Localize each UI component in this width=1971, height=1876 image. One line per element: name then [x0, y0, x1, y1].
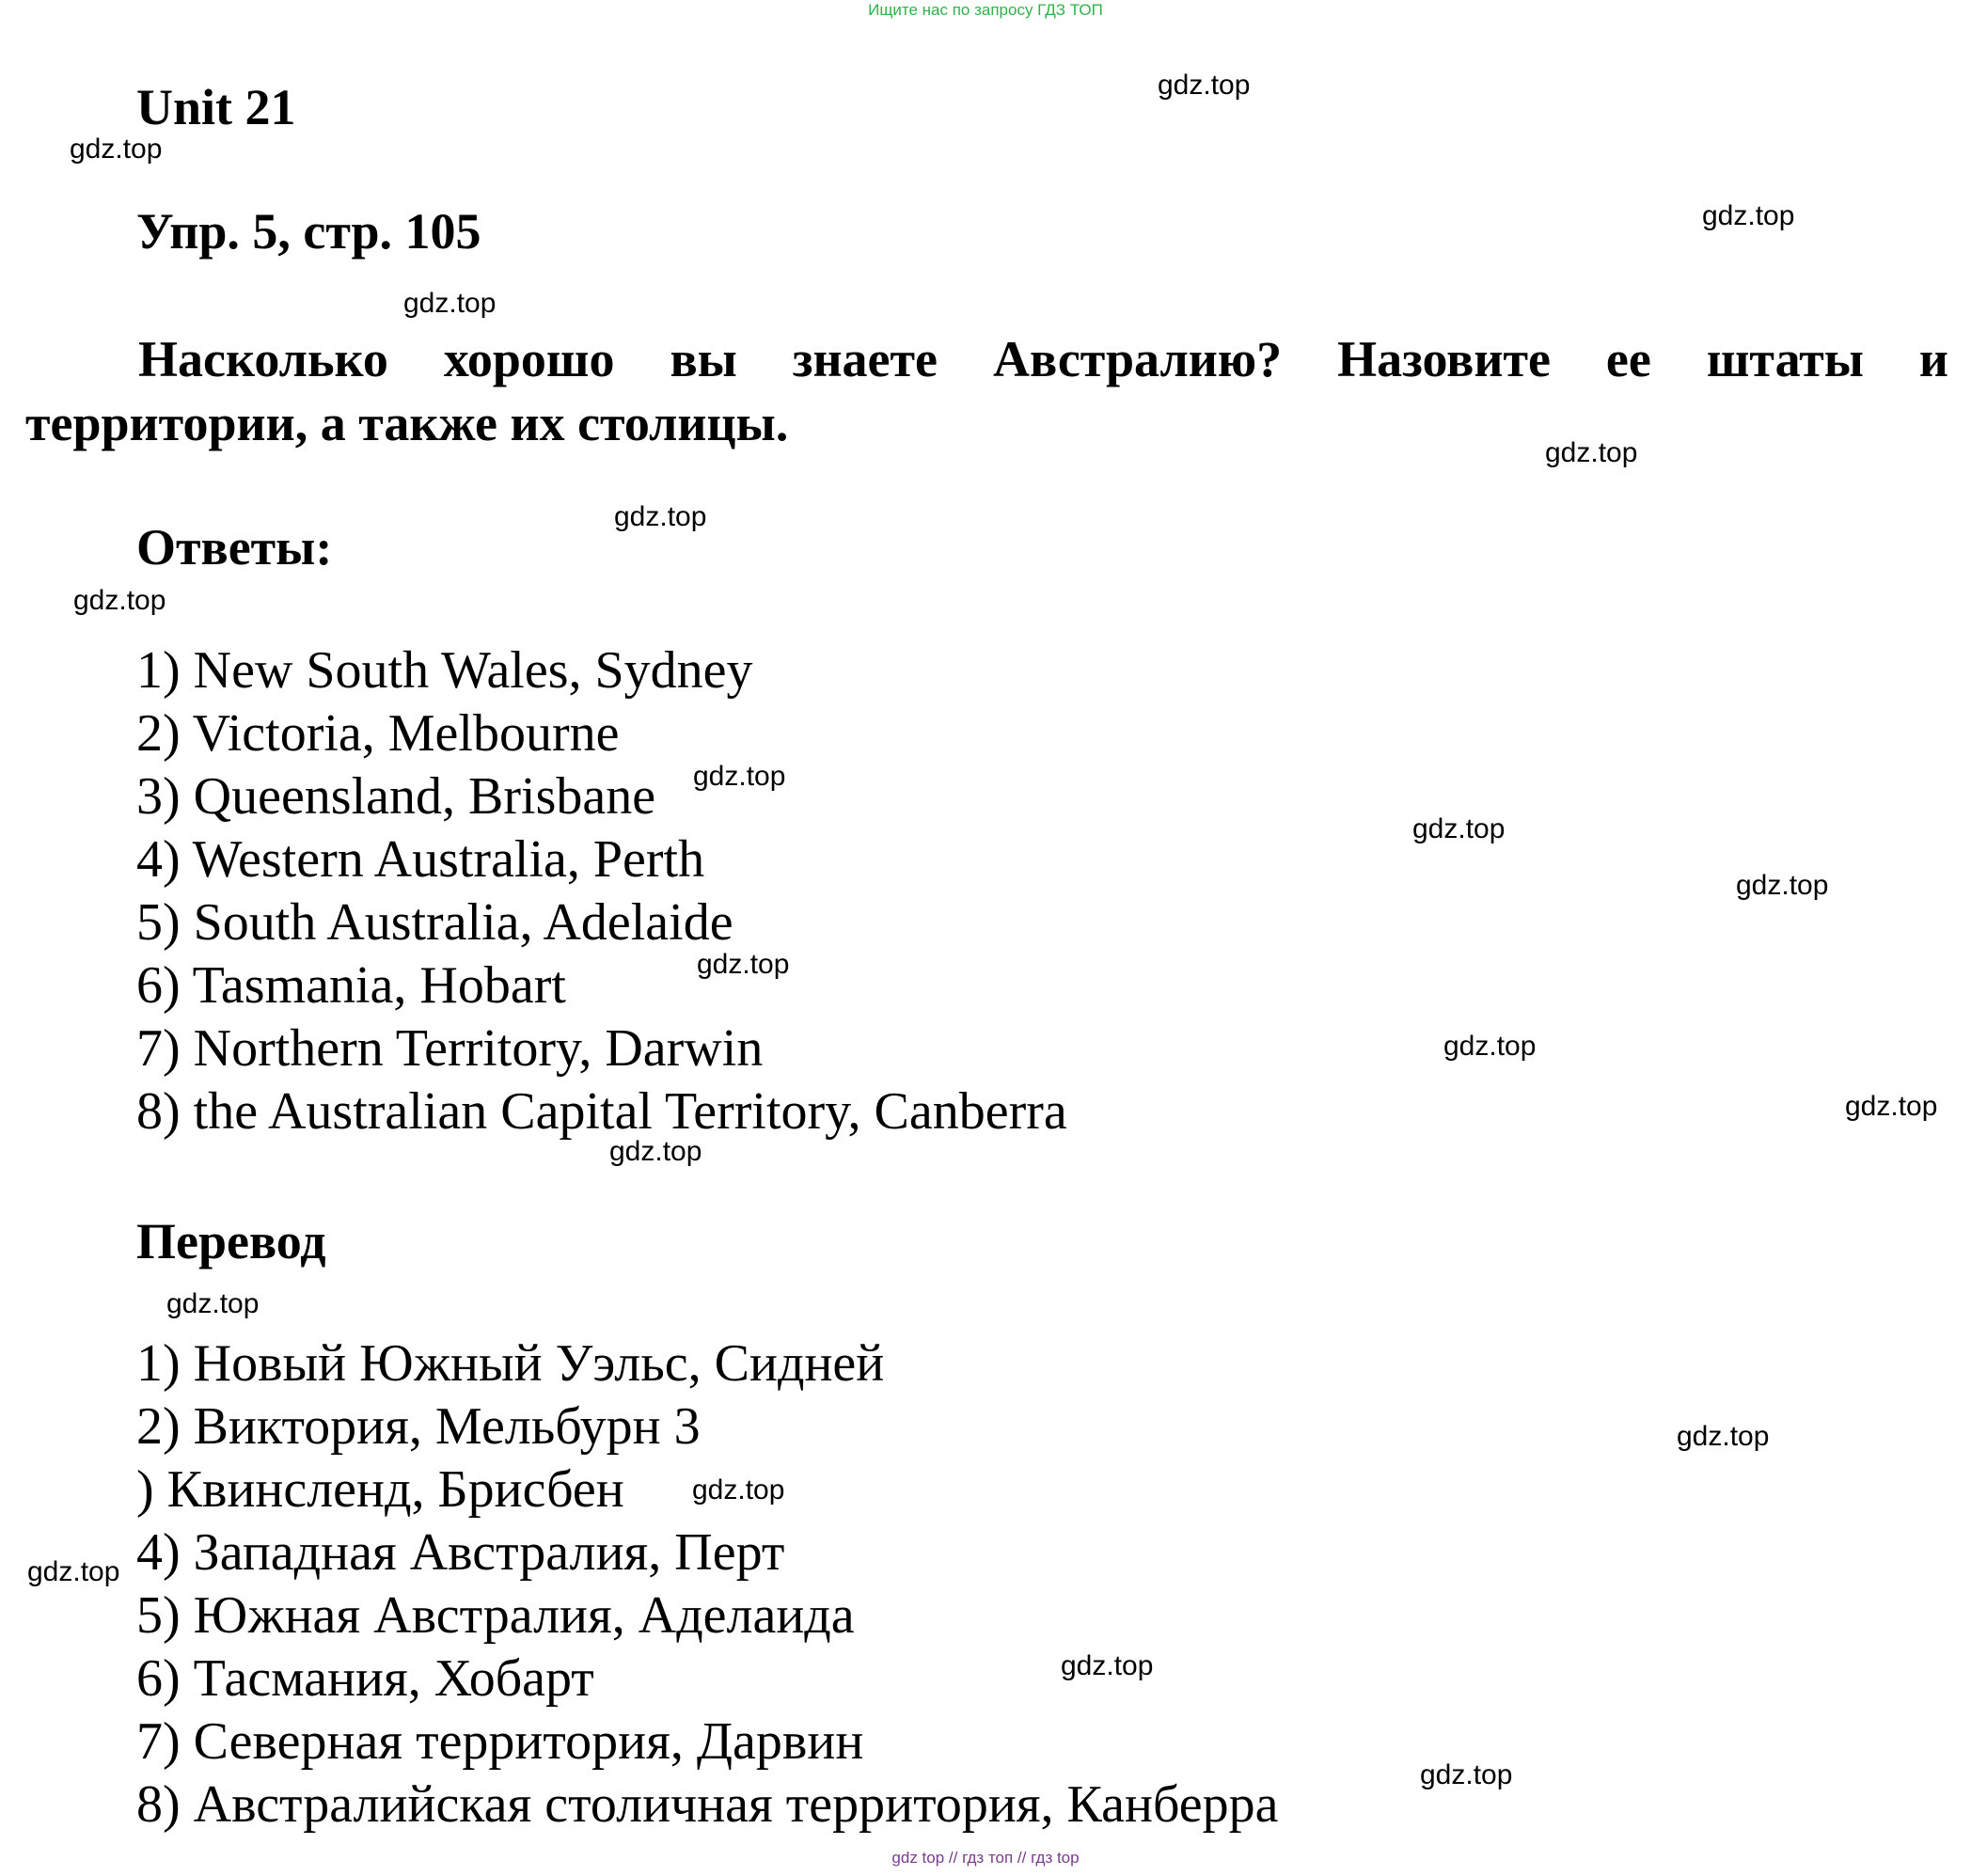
watermark: gdz.top — [70, 134, 163, 165]
exercise-title: Упр. 5, стр. 105 — [136, 203, 481, 260]
translation-item: 1) Новый Южный Уэльс, Сидней — [136, 1334, 885, 1393]
watermark: gdz.top — [1420, 1759, 1513, 1790]
translation-item: 5) Южная Австралия, Аделаида — [136, 1586, 855, 1645]
translation-item: 2) Виктория, Мельбурн 3 — [136, 1397, 701, 1456]
bottom-banner-text: gdz top // гдз топ // гдз top — [891, 1849, 1080, 1867]
watermark: gdz.top — [1702, 200, 1795, 231]
answer-item: 8) the Australian Capital Territory, Canberra — [136, 1082, 1067, 1141]
translation-item: 4) Западная Австралия, Перт — [136, 1523, 785, 1582]
watermark: gdz.top — [697, 949, 790, 980]
watermark: gdz.top — [693, 761, 786, 792]
watermark: gdz.top — [1677, 1421, 1770, 1452]
watermark: gdz.top — [1545, 437, 1638, 468]
watermark: gdz.top — [166, 1288, 260, 1319]
watermark: gdz.top — [692, 1474, 785, 1506]
answer-item: 5) South Australia, Adelaide — [136, 893, 733, 952]
answer-item: 4) Western Australia, Perth — [136, 830, 705, 889]
translation-list — [136, 1332, 1278, 1837]
watermark: gdz.top — [614, 501, 707, 532]
answer-item: 3) Queensland, Brisbane — [136, 767, 656, 826]
watermark: gdz.top — [73, 585, 166, 616]
translation-heading: Перевод — [136, 1213, 326, 1269]
watermark: gdz.top — [609, 1136, 702, 1167]
answers-list — [136, 639, 1067, 1143]
answer-item: 1) New South Wales, Sydney — [136, 641, 753, 700]
task-text-line-1: Насколько хорошо вы знаете Австралию? Назовите ее штаты и — [138, 331, 1948, 387]
answer-item: 2) Victoria, Melbourne — [136, 704, 620, 763]
top-banner-text: Ищите нас по запросу ГДЗ ТОП — [868, 1, 1103, 19]
task-text — [25, 327, 1948, 455]
answers-heading: Ответы: — [136, 519, 333, 575]
watermark: gdz.top — [1061, 1650, 1154, 1681]
watermark: gdz.top — [27, 1556, 120, 1587]
watermark: gdz.top — [1443, 1031, 1537, 1062]
translation-item: 7) Северная территория, Дарвин — [136, 1712, 864, 1771]
watermark: gdz.top — [1736, 870, 1829, 901]
translation-item: 6) Тасмания, Хобарт — [136, 1649, 594, 1708]
bottom-banner[interactable] — [0, 1848, 1971, 1868]
watermark: gdz.top — [1845, 1091, 1938, 1122]
watermark: gdz.top — [1158, 70, 1251, 101]
answer-item: 6) Tasmania, Hobart — [136, 956, 566, 1015]
top-search-banner[interactable] — [0, 0, 1971, 21]
translation-item: ) Квинсленд, Брисбен — [136, 1460, 624, 1519]
unit-title: Unit 21 — [136, 79, 296, 135]
watermark: gdz.top — [403, 288, 497, 319]
task-text-line-2: территории, а также их столицы. — [25, 395, 789, 451]
watermark: gdz.top — [1412, 813, 1506, 844]
answer-item: 7) Northern Territory, Darwin — [136, 1019, 764, 1078]
translation-item: 8) Австралийская столичная территория, Канберра — [136, 1775, 1279, 1834]
